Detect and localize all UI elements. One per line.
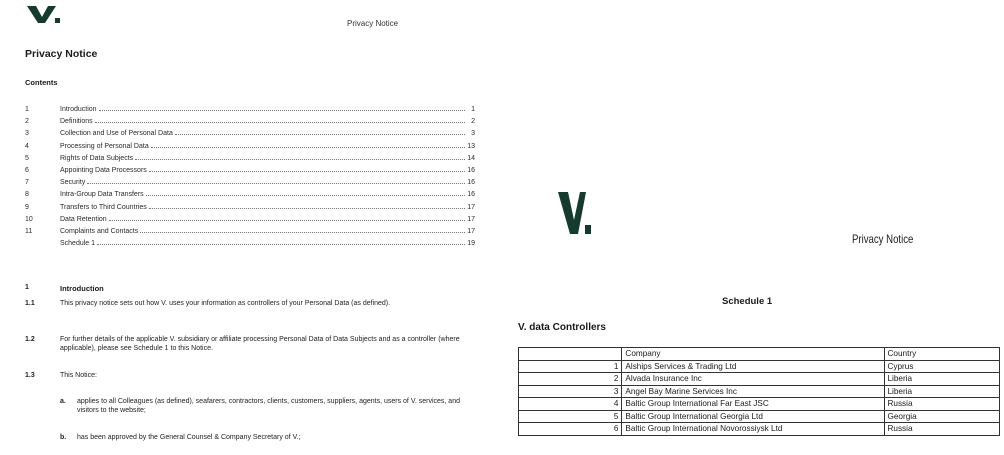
country-cell: Russia: [884, 398, 1000, 411]
toc-entry[interactable]: [25, 179, 475, 191]
toc-leader-dots: [99, 110, 465, 111]
v-logo-icon: [558, 192, 592, 236]
toc-entry-label: Complaints and Contacts: [60, 227, 139, 235]
toc-entry-label: Data Retention: [60, 215, 107, 223]
toc-entry-number: 11: [25, 227, 33, 235]
paragraph-number: 1.3: [25, 372, 35, 379]
row-number-cell: 5: [519, 410, 622, 423]
list-item-text: applies to all Colleagues (as defined), seafarers, contractors, clients, customers, suppliers, agents, users of V. services, and visitors to the website;: [77, 398, 460, 414]
toc-entry[interactable]: [25, 191, 475, 203]
toc-entry-number: 4: [25, 142, 29, 150]
toc-entry[interactable]: [25, 155, 475, 167]
table-row: [519, 373, 1000, 386]
toc-entry-page: 16: [467, 191, 475, 199]
toc-entry-label: Rights of Data Subjects: [60, 154, 134, 162]
page-header-title: Privacy Notice: [852, 232, 914, 246]
toc-entry-page: 19: [467, 240, 475, 248]
toc-leader-dots: [151, 147, 465, 148]
toc-entry-number: 7: [25, 179, 29, 187]
country-cell: Georgia: [884, 410, 1000, 423]
data-controllers-table: [518, 347, 1000, 436]
list-marker: a.: [60, 398, 66, 405]
v-logo-icon: [27, 6, 61, 24]
toc-leader-dots: [175, 134, 465, 135]
company-cell: Baltic Group International Far East JSC: [622, 398, 884, 411]
paragraph-number: 1.2: [25, 336, 35, 343]
row-number-cell: 2: [519, 373, 622, 386]
section-number: 1: [25, 284, 29, 291]
toc-entry[interactable]: [25, 118, 475, 130]
row-number-cell: 6: [519, 423, 622, 436]
toc-leader-dots: [149, 171, 465, 172]
country-cell: Russia: [884, 423, 1000, 436]
list-item-text: has been approved by the General Counsel & Company Secretary of V.;: [77, 434, 301, 441]
toc-entry-label: Appointing Data Processors: [60, 166, 147, 174]
document-title: Privacy Notice: [25, 48, 98, 60]
company-cell: Angel Bay Marine Services Inc: [622, 385, 884, 398]
toc-entry[interactable]: [25, 240, 475, 252]
column-header: Company: [622, 348, 884, 361]
left-document-page: [0, 0, 500, 455]
paragraph-number: 1.1: [25, 300, 35, 307]
contents-heading: Contents: [25, 78, 58, 87]
right-document-page: [500, 0, 1004, 455]
toc-leader-dots: [140, 232, 465, 233]
toc-entry-page: 17: [467, 203, 475, 211]
toc-entry-label: Processing of Personal Data: [60, 142, 149, 150]
toc-entry-label: Transfers to Third Countries: [60, 203, 147, 211]
company-cell: Baltic Group International Novorossiysk Ltd: [622, 423, 884, 436]
paragraph-text: This Notice:: [60, 372, 97, 379]
country-cell: Liberia: [884, 385, 1000, 398]
toc-entry-label: Intra-Group Data Transfers: [60, 191, 144, 199]
toc-entry-number: 8: [25, 191, 29, 199]
toc-leader-dots: [135, 159, 465, 160]
toc-leader-dots: [146, 195, 465, 196]
toc-leader-dots: [97, 244, 465, 245]
schedule-heading: Schedule 1: [722, 296, 773, 307]
toc-leader-dots: [149, 208, 465, 209]
toc-leader-dots: [87, 183, 465, 184]
toc-entry-number: 3: [25, 130, 29, 138]
toc-entry[interactable]: [25, 143, 475, 155]
toc-entry-number: 5: [25, 154, 29, 162]
row-number-cell: 1: [519, 360, 622, 373]
country-cell: Cyprus: [884, 360, 1000, 373]
column-header: Country: [884, 348, 1000, 361]
toc-entry-number: 9: [25, 203, 29, 211]
toc-entry-label: Introduction: [60, 106, 97, 113]
column-header: [519, 348, 622, 361]
row-number-cell: 4: [519, 398, 622, 411]
toc-entry-label: Security: [60, 179, 86, 187]
toc-entry-label: Collection and Use of Personal Data: [60, 130, 173, 138]
toc-entry-number: 2: [25, 118, 29, 126]
list-marker: b.: [60, 434, 67, 441]
controllers-title: V. data Controllers: [518, 322, 606, 333]
toc-entry[interactable]: [25, 130, 475, 142]
toc-entry-page: 16: [467, 179, 475, 187]
table-of-contents: [25, 106, 475, 252]
toc-entry-label: Definitions: [60, 118, 93, 126]
table-row: [519, 410, 1000, 423]
toc-entry[interactable]: [25, 106, 475, 118]
toc-entry[interactable]: [25, 204, 475, 216]
page-header-title: Privacy Notice: [347, 19, 399, 28]
toc-entry-page: 17: [467, 215, 475, 223]
company-cell: Baltic Group International Georgia Ltd: [622, 410, 884, 423]
toc-entry-number: 6: [25, 166, 29, 174]
paragraph-text: For further details of the applicable V. subsidiary or affiliate processing Personal Data of Data Subjects and as a controller (where applicable), please see Schedule 1 to this Notice.: [60, 336, 460, 352]
toc-entry-page: 17: [467, 227, 475, 235]
company-cell: Alships Services & Trading Ltd: [622, 360, 884, 373]
table-row: [519, 360, 1000, 373]
toc-entry-page: 1: [471, 106, 475, 113]
table-row: [519, 398, 1000, 411]
toc-entry-page: 16: [467, 166, 475, 174]
section-title: Introduction: [60, 284, 104, 293]
toc-entry-label: Schedule 1: [60, 240, 96, 248]
toc-entry-number: 1: [25, 106, 29, 113]
toc-entry-page: 2: [471, 118, 475, 126]
toc-entry[interactable]: [25, 228, 475, 240]
table-row: [519, 385, 1000, 398]
table-header-row: [519, 348, 1000, 361]
country-cell: Liberia: [884, 373, 1000, 386]
toc-entry[interactable]: [25, 216, 475, 228]
toc-entry[interactable]: [25, 167, 475, 179]
toc-entry-number: 10: [25, 215, 33, 223]
company-cell: Alvada Insurance Inc: [622, 373, 884, 386]
row-number-cell: 3: [519, 385, 622, 398]
toc-entry-page: 3: [471, 130, 475, 138]
table-row: [519, 423, 1000, 436]
toc-leader-dots: [109, 220, 465, 221]
toc-leader-dots: [95, 122, 465, 123]
toc-entry-page: 13: [467, 142, 475, 150]
toc-entry-page: 14: [467, 154, 475, 162]
paragraph-text: This privacy notice sets out how V. uses your information as controllers of your Personal Data (as defined).: [60, 300, 391, 307]
